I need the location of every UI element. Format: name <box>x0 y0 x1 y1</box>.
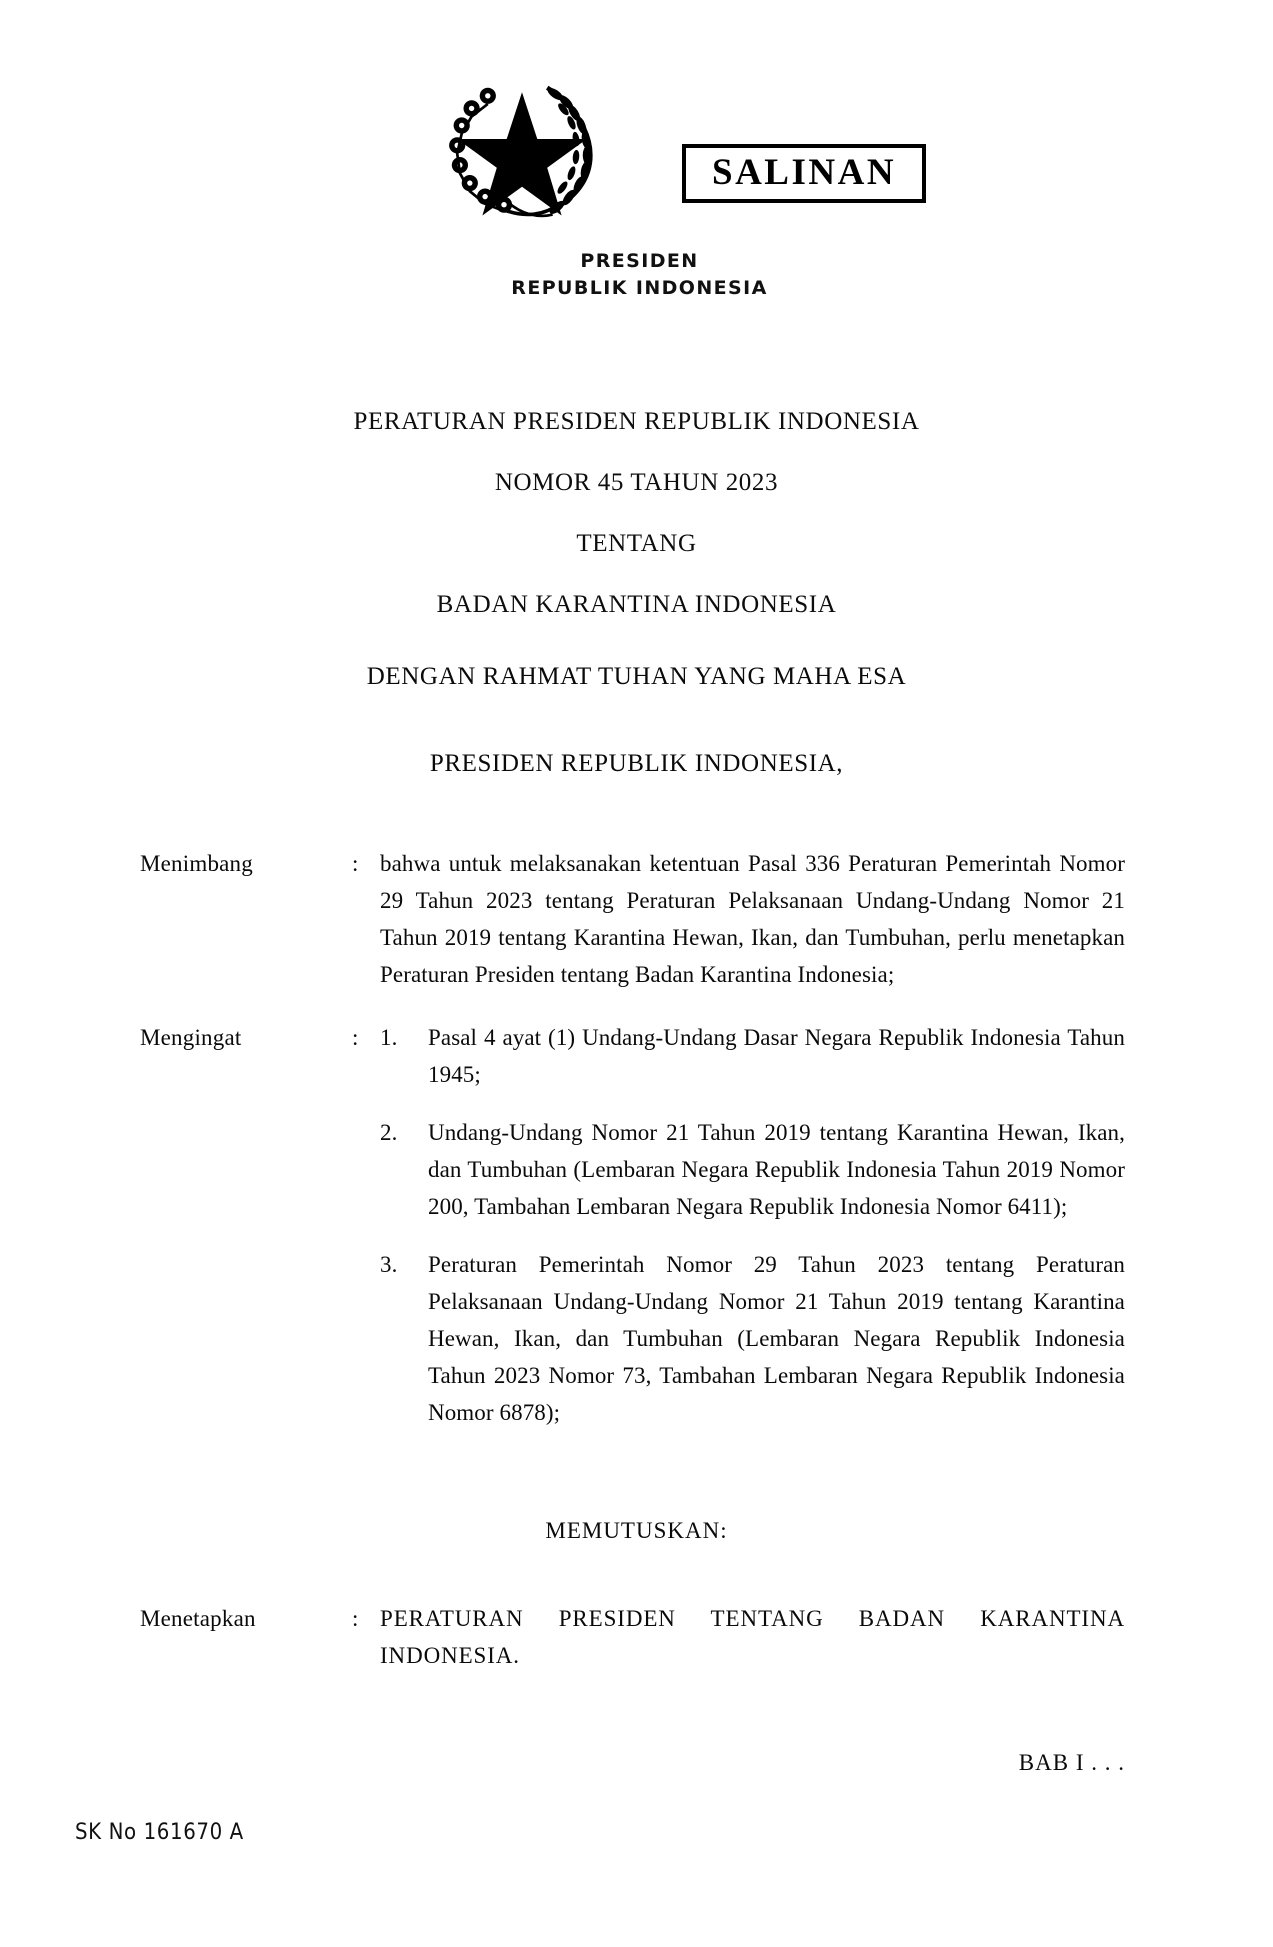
list-item <box>380 1246 1125 1431</box>
document-header <box>0 48 1273 318</box>
list-item-number: 2. <box>380 1120 398 1145</box>
document-title-block <box>0 408 1273 619</box>
salinan-stamp <box>682 144 926 203</box>
clause-menetapkan-colon: : <box>352 1606 359 1631</box>
sk-number-footer: SK No 161670 A <box>75 1820 244 1845</box>
garuda-star-wreath-emblem-icon <box>432 58 612 238</box>
list-item <box>380 1114 1125 1225</box>
clauses-section <box>0 845 1273 1457</box>
page-title: PERATURAN PRESIDEN REPUBLIK INDONESIA <box>353 408 920 435</box>
clause-mengingat <box>0 1019 1273 1431</box>
list-item-text: Undang-Undang Nomor 21 Tahun 2019 tentang Karantina Hewan, Ikan, dan Tumbuhan (Lembaran Negara Republik Indonesia Tahun 2019 Nomor 200, Tambahan Lembaran Negara Republik Indonesia Nomor 6411); <box>428 1120 1125 1219</box>
invocation-text: DENGAN RAHMAT TUHAN YANG MAHA ESA <box>366 663 907 690</box>
regulation-subject: BADAN KARANTINA INDONESIA <box>436 591 837 618</box>
clause-menetapkan <box>0 1600 1273 1674</box>
regulation-number: NOMOR 45 TAHUN 2023 <box>494 469 779 496</box>
clause-menetapkan-label: Menetapkan <box>140 1606 256 1631</box>
presiden-caption-line-2: REPUBLIK INDONESIA <box>511 276 768 299</box>
list-item-number: 3. <box>380 1252 398 1277</box>
clause-menetapkan-text: PERATURAN PRESIDEN TENTANG BADAN KARANTINA INDONESIA. <box>380 1606 1125 1668</box>
mengingat-list <box>380 1019 1125 1431</box>
continuation-marker: BAB I . . . <box>1018 1750 1125 1775</box>
memutuskan-heading: MEMUTUSKAN: <box>545 1518 728 1543</box>
clause-menimbang-text: bahwa untuk melaksanakan ketentuan Pasal 336 Peraturan Pemerintah Nomor 29 Tahun 2023 tentang Peraturan Pelaksanaan Undang-Undang Nomor 21 Tahun 2019 tentang Karantina Hewan, Ikan, dan Tumbuhan, perlu menetapkan Peraturan Presiden tentang Badan Karantina Indonesia; <box>380 851 1125 987</box>
clause-mengingat-body <box>380 1019 1125 1431</box>
list-item-text: Peraturan Pemerintah Nomor 29 Tahun 2023 tentang Peraturan Pelaksanaan Undang-Undang Nomor 21 Tahun 2019 tentang Karantina Hewan, Ikan, dan Tumbuhan (Lembaran Negara Republik Indonesia Tahun 2023 Nomor 73, Tambahan Lembaran Negara Republik Indonesia Nomor 6878); <box>428 1252 1125 1425</box>
clause-mengingat-colon: : <box>352 1025 359 1050</box>
clause-menimbang <box>0 845 1273 993</box>
clause-mengingat-label: Mengingat <box>140 1025 242 1050</box>
presiden-caption <box>0 248 1273 302</box>
authority-text: PRESIDEN REPUBLIK INDONESIA, <box>429 750 844 777</box>
presiden-caption-line-1: PRESIDEN <box>580 250 699 272</box>
list-item-number: 1. <box>380 1025 398 1050</box>
clause-menimbang-label: Menimbang <box>140 851 253 876</box>
salinan-label: SALINAN <box>712 152 897 193</box>
clause-menimbang-colon: : <box>352 851 359 876</box>
list-item <box>380 1019 1125 1093</box>
list-item-text: Pasal 4 ayat (1) Undang-Undang Dasar Negara Republik Indonesia Tahun 1945; <box>428 1025 1125 1087</box>
about-label: TENTANG <box>576 530 697 557</box>
